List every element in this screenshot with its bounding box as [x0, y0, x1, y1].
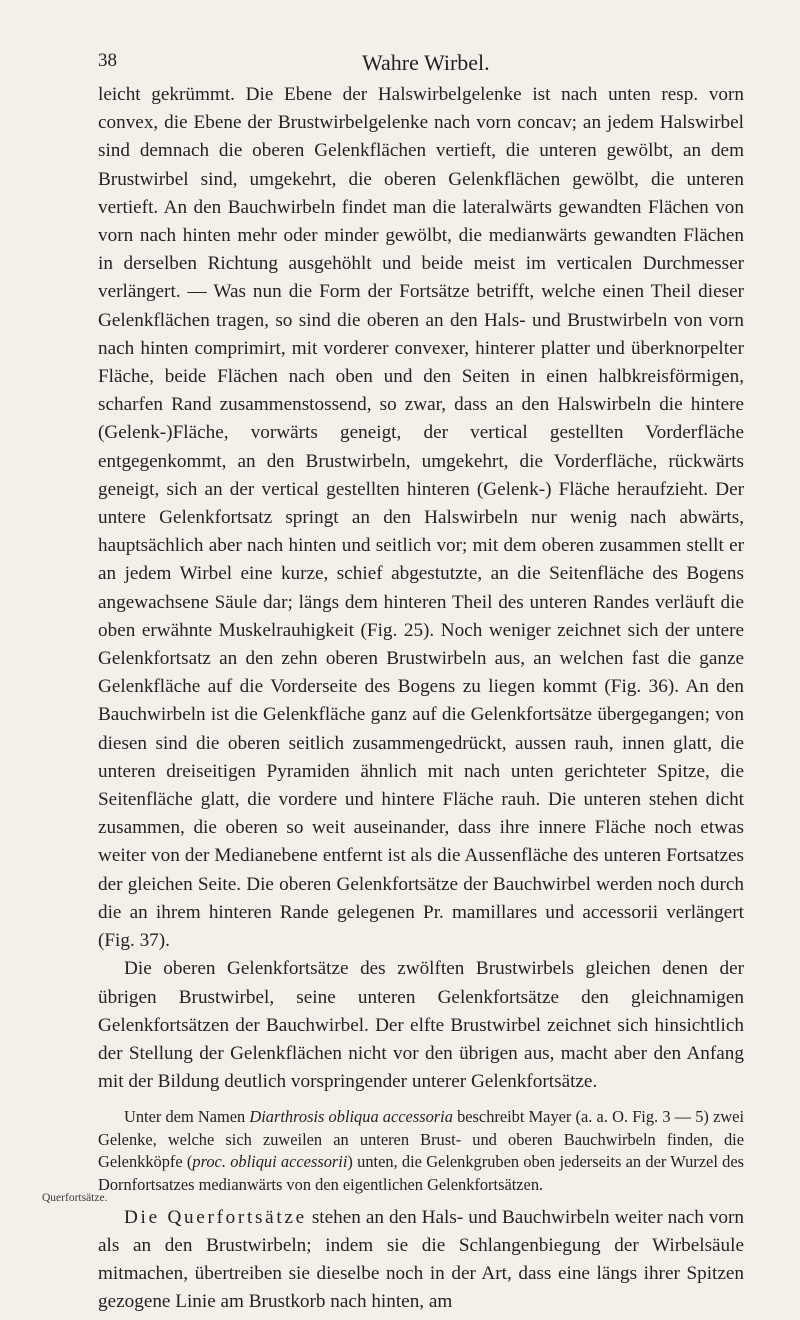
note-text-2: beschreibt Mayer (a. a. O. Fig. 3 — 5) zwei Gelenke, welche sich zuweilen an unteren Brust- und oberen Bauchwirbeln finden, die Gelenkköpfe ( — [98, 1107, 745, 1172]
running-title: Wahre Wirbel. — [362, 50, 490, 75]
note-term-1: Diarthrosis obliqua accessoria — [249, 1107, 453, 1127]
page-header — [0, 50, 800, 80]
section-lead: Die Querfortsätze — [124, 1207, 307, 1229]
footnote-paragraph — [98, 1106, 744, 1196]
page-number: 38 — [98, 50, 117, 71]
margin-note: Querfortsätze. — [42, 1192, 108, 1204]
paragraph-1: leicht gekrümmt. Die Ebene der Halswirbelgelenke ist nach unten resp. vorn convex, die Ebene der Brustwirbelgelenke nach vorn concav; an jedem Halswirbel sind demnach die oberen Gelenkflächen vertieft, die unteren gewölbt, an dem Brustwirbel sind, umgekehrt, die oberen Gelenkflächen gewölbt, die unteren vertieft. An den Bauchwirbeln findet man die lateralwärts gewandten Flächen von vorn nach hinten mehr oder minder gewölbt, die medianwärts gewandten Flächen in derselben Richtung ausgehöhlt und beide meist im verticalen Durchmesser verlängert. — Was nun die Form der Fortsätze betrifft, welche einen Theil dieser Gelenkflächen tragen, so sind die oberen an den Hals- und Brustwirbeln von vorn nach hinten comprimirt, mit vorderer convexer, hinterer platter und überknorpelter Fläche, beide Flächen nach oben und den Seiten in einen halbkreisförmigen, scharfen Rand zusammenstossend, so zwar, dass an den Halswirbeln die hintere (Gelenk-)Fläche, vorwärts geneigt, der vertical gestellten Vorderfläche entgegenkommt, an den Brustwirbeln, umgekehrt, die Vorderfläche, rückwärts geneigt, sich an der vertical gestellten hinteren (Gelenk-) Fläche heraufzieht. Der untere Gelenkfortsatz springt an den Halswirbeln nur wenig nach abwärts, hauptsächlich aber nach hinten und seitlich vor; mit dem oberen zusammen stellt er an jedem Wirbel eine kurze, schief abgestutzte, an die Seitenfläche des Bogens angewachsene Säule dar; längs dem hinteren Theil des unteren Randes verläuft die oben erwähnte Muskelrauhigkeit (Fig. 25). Noch weniger zeichnet sich der untere Gelenkfortsatz an den zehn oberen Brustwirbeln aus, an welchen fast die ganze Gelenkfläche auf die Vorderseite des Bogens zu liegen kommt (Fig. 36). An den Bauchwirbeln ist die Gelenkfläche ganz auf die Gelenkfortsätze übergegangen; von diesen sind die oberen seitlich zusammengedrückt, aussen rauh, innen glatt, die unteren dreiseitigen Pyramiden ähnlich mit nach unten gerichteter Spitze, die Seitenfläche glatt, die vordere und hintere Fläche rauh. Die unteren stehen dicht zusammen, die oberen so weit auseinander, dass ihre innere Fläche noch etwas weiter von der Medianebene entfernt ist als die Aussenfläche des unteren Fortsatzes der gleichen Seite. Die oberen Gelenkfortsätze der Bauchwirbel werden noch durch die an ihrem hinteren Rande gelegenen Pr. mamillares und accessorii verlängert (Fig. 37). — [98, 84, 744, 952]
paragraph-2: Die oberen Gelenkfortsätze des zwölften Brustwirbels gleichen denen der übrigen Brustwirbel, seine unteren Gelenkfortsätze den gleichnamigen Gelenkfortsätzen der Bauchwirbel. Der elfte Brustwirbel zeichnet sich hinsichtlich der Stellung der Gelenkflächen nicht vor den übrigen aus, macht aber den Anfang mit der Bildung deutlich vorspringender unterer Gelenkfortsätze. — [98, 958, 744, 1093]
note-text-3: ) unten, die Gelenkgruben oben jederseits an der Wurzel des Dornfortsatzes medianwärts von den eigentlichen Gelenkfortsätzen. — [98, 1152, 744, 1194]
body-text — [98, 81, 744, 1316]
section-text: stehen an den Hals- und Bauchwirbeln weiter nach vorn als an den Brustwirbeln; indem sie die Schlangenbiegung der Wirbelsäule mitmachen, übertreiben sie dieselbe noch in der Art, dass eine längs ihrer Spitzen gezogene Linie am Brustkorb nach hinten, am — [98, 1207, 744, 1313]
section-paragraph — [98, 1204, 744, 1316]
note-term-2: proc. obliqui accessorii — [192, 1152, 348, 1172]
note-text-1: Unter dem Namen — [124, 1107, 250, 1127]
